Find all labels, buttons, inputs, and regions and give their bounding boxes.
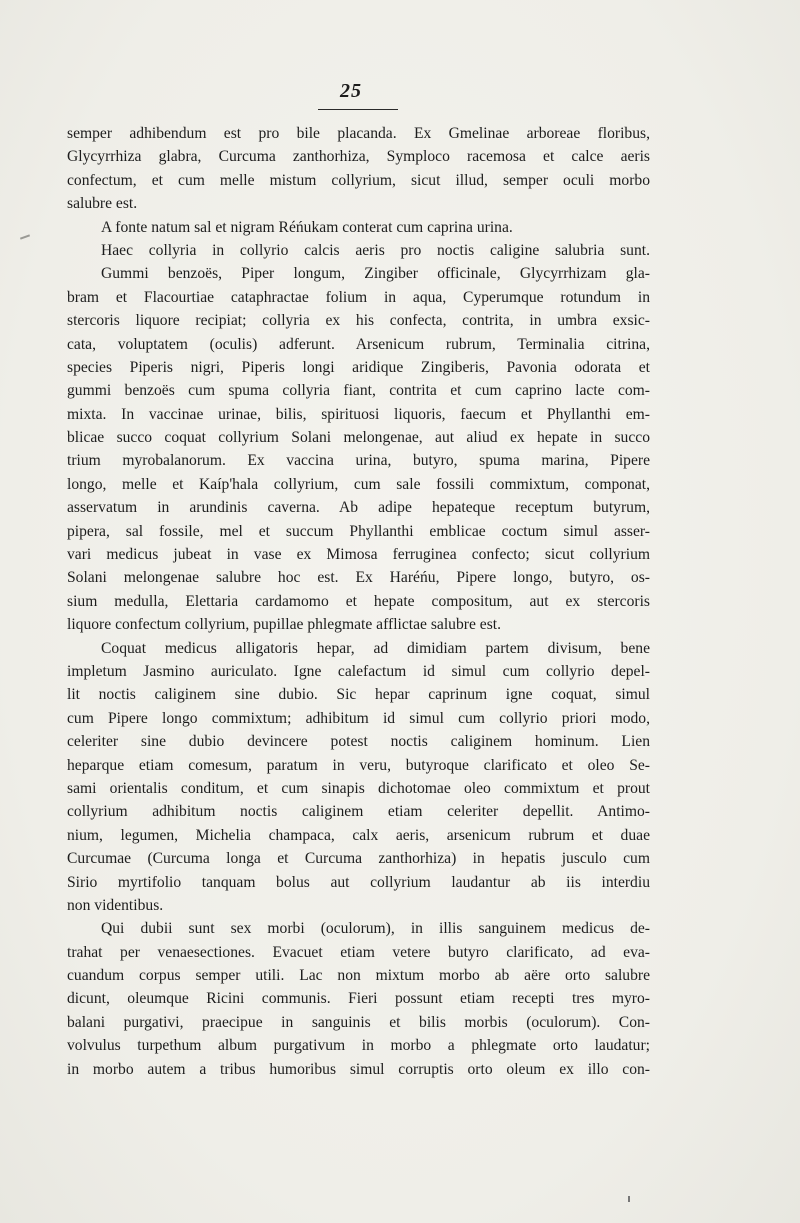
text-line: mixta. In vaccinae urinae, bilis, spirituosi liquoris, faecum et Phyllanthi em-	[67, 405, 650, 423]
text-line: Solani melongenae salubre hoc est. Ex Haréńu, Pipere longo, butyro, os-	[67, 569, 650, 587]
text-line: cum Pipere longo commixtum; adhibitum id simul cum collyrio priori modo,	[67, 709, 650, 727]
text-line: trium myrobalanorum. Ex vaccina urina, butyro, spuma marina, Pipere	[67, 452, 650, 470]
text-line: bram et Flacourtiae cataphractae folium in aqua, Cyperumque rotundum in	[67, 288, 650, 306]
text-line: impletum Jasmino auriculato. Igne calefactum id simul cum collyrio depel-	[67, 662, 650, 680]
text-line: stercoris liquore recipiat; collyria ex his confecta, contrita, in umbra exsic-	[67, 312, 650, 330]
page-number: 25	[340, 80, 362, 102]
body-text	[67, 122, 650, 1081]
text-line: species Piperis nigri, Piperis longi aridique Zingiberis, Pavonia odorata et	[67, 358, 650, 376]
text-line: longo, melle et Kaíp'hala collyrium, cum sale fossili commixtum, componat,	[67, 475, 650, 493]
text-line: Curcumae (Curcuma longa et Curcuma zanthorhiza) in hepatis jusculo cum	[67, 850, 650, 868]
text-line: gummi benzoës cum spuma collyria fiant, contrita et cum caprino lacte com-	[67, 382, 650, 400]
text-line: A fonte natum sal et nigram Réńukam conterat cum caprina urina.	[101, 218, 513, 236]
text-line: pipera, sal fossile, mel et succum Phyllanthi emblicae coctum simul asser-	[67, 522, 650, 540]
margin-mark	[628, 1196, 630, 1202]
text-line: sium medulla, Elettaria cardamomo et hepate compositum, aut ex stercoris	[67, 592, 650, 610]
text-line: asservatum in arundinis caverna. Ab adipe hepateque receptum butyrum,	[67, 499, 650, 517]
text-line: cata, voluptatem (oculis) adferunt. Arsenicum rubrum, Terminalia citrina,	[67, 335, 650, 353]
text-line: volvulus turpethum album purgativum in morbo a phlegmate orto laudatur;	[67, 1037, 650, 1055]
text-line: nium, legumen, Michelia champaca, calx aeris, arsenicum rubrum et duae	[67, 826, 650, 844]
text-line: Sirio myrtifolio tanquam bolus aut collyrium laudantur ab iis interdiu	[67, 873, 650, 891]
text-line: semper adhibendum est pro bile placanda. Ex Gmelinae arboreae floribus,	[67, 125, 650, 142]
text-line: Gummi benzoës, Piper longum, Zingiber officinale, Glycyrrhizam gla-	[101, 265, 650, 283]
text-line: non videntibus.	[67, 896, 164, 914]
text-line: heparque etiam comesum, paratum in veru, butyroque clarificato et oleo Se-	[67, 756, 650, 774]
text-line: dicunt, oleumque Ricini communis. Fieri possunt etiam recepti tres myro-	[67, 990, 650, 1008]
text-line: celeriter sine dubio devincere potest noctis caliginem hominum. Lien	[67, 733, 650, 751]
header-rule	[318, 109, 398, 110]
text-line: in morbo autem a tribus humoribus simul corruptis orto oleum ex illo con-	[67, 1060, 650, 1078]
text-line: balani purgativi, praecipue in sanguinis et bilis morbis (oculorum). Con-	[67, 1013, 650, 1031]
text-line: Qui dubii sunt sex morbi (oculorum), in illis sanguinem medicus de-	[101, 920, 650, 938]
text-line: Glycyrrhiza glabra, Curcuma zanthorhiza, Symploco racemosa et calce aeris	[67, 148, 650, 166]
text-line: trahat per venaesectiones. Evacuet etiam vetere butyro clarificato, ad eva-	[67, 943, 650, 961]
text-line: cuandum corpus semper utili. Lac non mixtum morbo ab aëre orto salubre	[67, 967, 650, 985]
text-line: blicae succo coquat collyrium Solani melongenae, aut aliud ex hepate in succo	[67, 429, 650, 447]
text-line: confectum, et cum melle mistum collyrium, sicut illud, semper oculi morbo	[67, 171, 650, 189]
text-line: Haec collyria in collyrio calcis aeris pro noctis caligine salubria sunt.	[101, 241, 650, 259]
text-line: lit noctis caliginem sine dubio. Sic hepar caprinum igne coquat, simul	[67, 686, 650, 704]
text-line: collyrium adhibitum noctis caliginem etiam celeriter depellit. Antimo-	[67, 803, 650, 821]
text-line: vari medicus jubeat in vase ex Mimosa ferruginea confecto; sicut collyrium	[67, 546, 650, 564]
text-line: sami orientalis conditum, et cum sinapis dichotomae oleo commixtum et prout	[67, 779, 650, 797]
margin-mark	[20, 234, 30, 239]
text-line: salubre est.	[67, 195, 138, 213]
text-line: Coquat medicus alligatoris hepar, ad dimidiam partem divisum, bene	[101, 639, 650, 657]
text-line: liquore confectum collyrium, pupillae phlegmate afflictae salubre est.	[67, 616, 502, 634]
